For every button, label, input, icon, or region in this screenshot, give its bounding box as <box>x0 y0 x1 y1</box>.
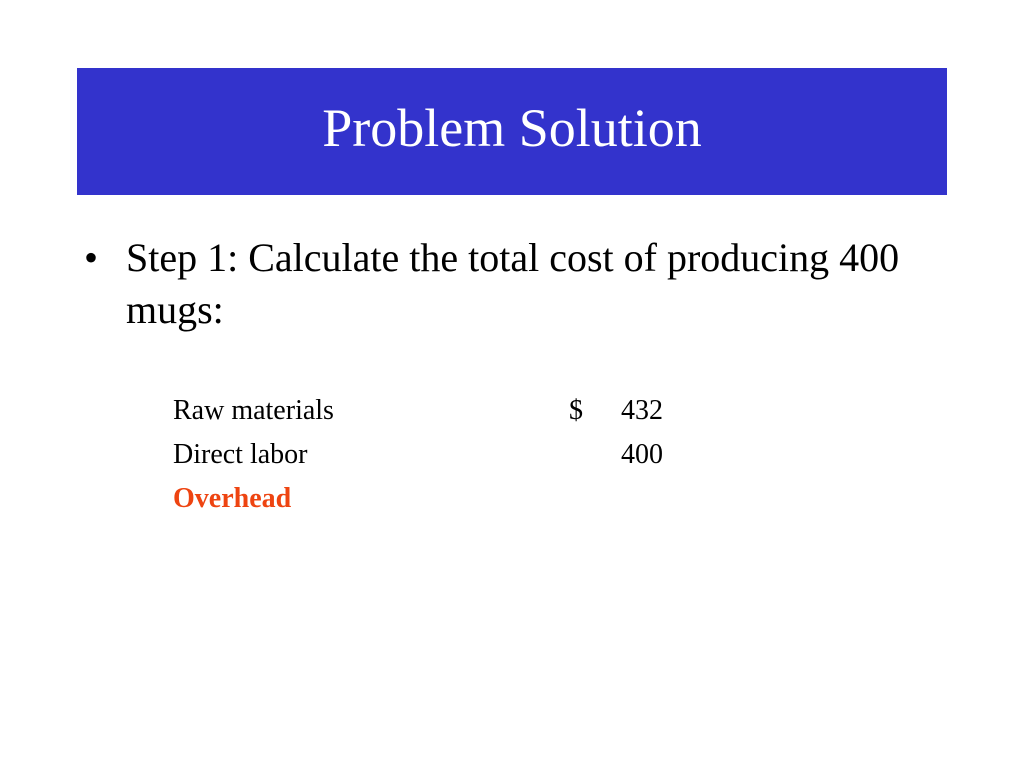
bullet-list <box>84 232 964 336</box>
cost-table <box>173 389 693 521</box>
bullet-dot-icon: • <box>84 235 99 280</box>
cost-row-direct-labor <box>173 433 693 477</box>
cost-label: Direct labor <box>173 439 308 470</box>
cost-label-overhead: Overhead <box>173 483 292 514</box>
cost-value: 400 <box>621 439 663 470</box>
bullet-text: Step 1: Calculate the total cost of producing 400 mugs: <box>126 235 900 332</box>
cost-row-raw-materials <box>173 389 693 433</box>
bullet-item <box>84 232 964 336</box>
slide-title: Problem Solution <box>322 97 702 158</box>
cost-label: Raw materials <box>173 395 334 426</box>
currency-symbol: $ <box>569 395 583 426</box>
cost-value: 432 <box>621 395 663 426</box>
cost-row-overhead <box>173 477 693 521</box>
title-bar <box>77 68 947 195</box>
